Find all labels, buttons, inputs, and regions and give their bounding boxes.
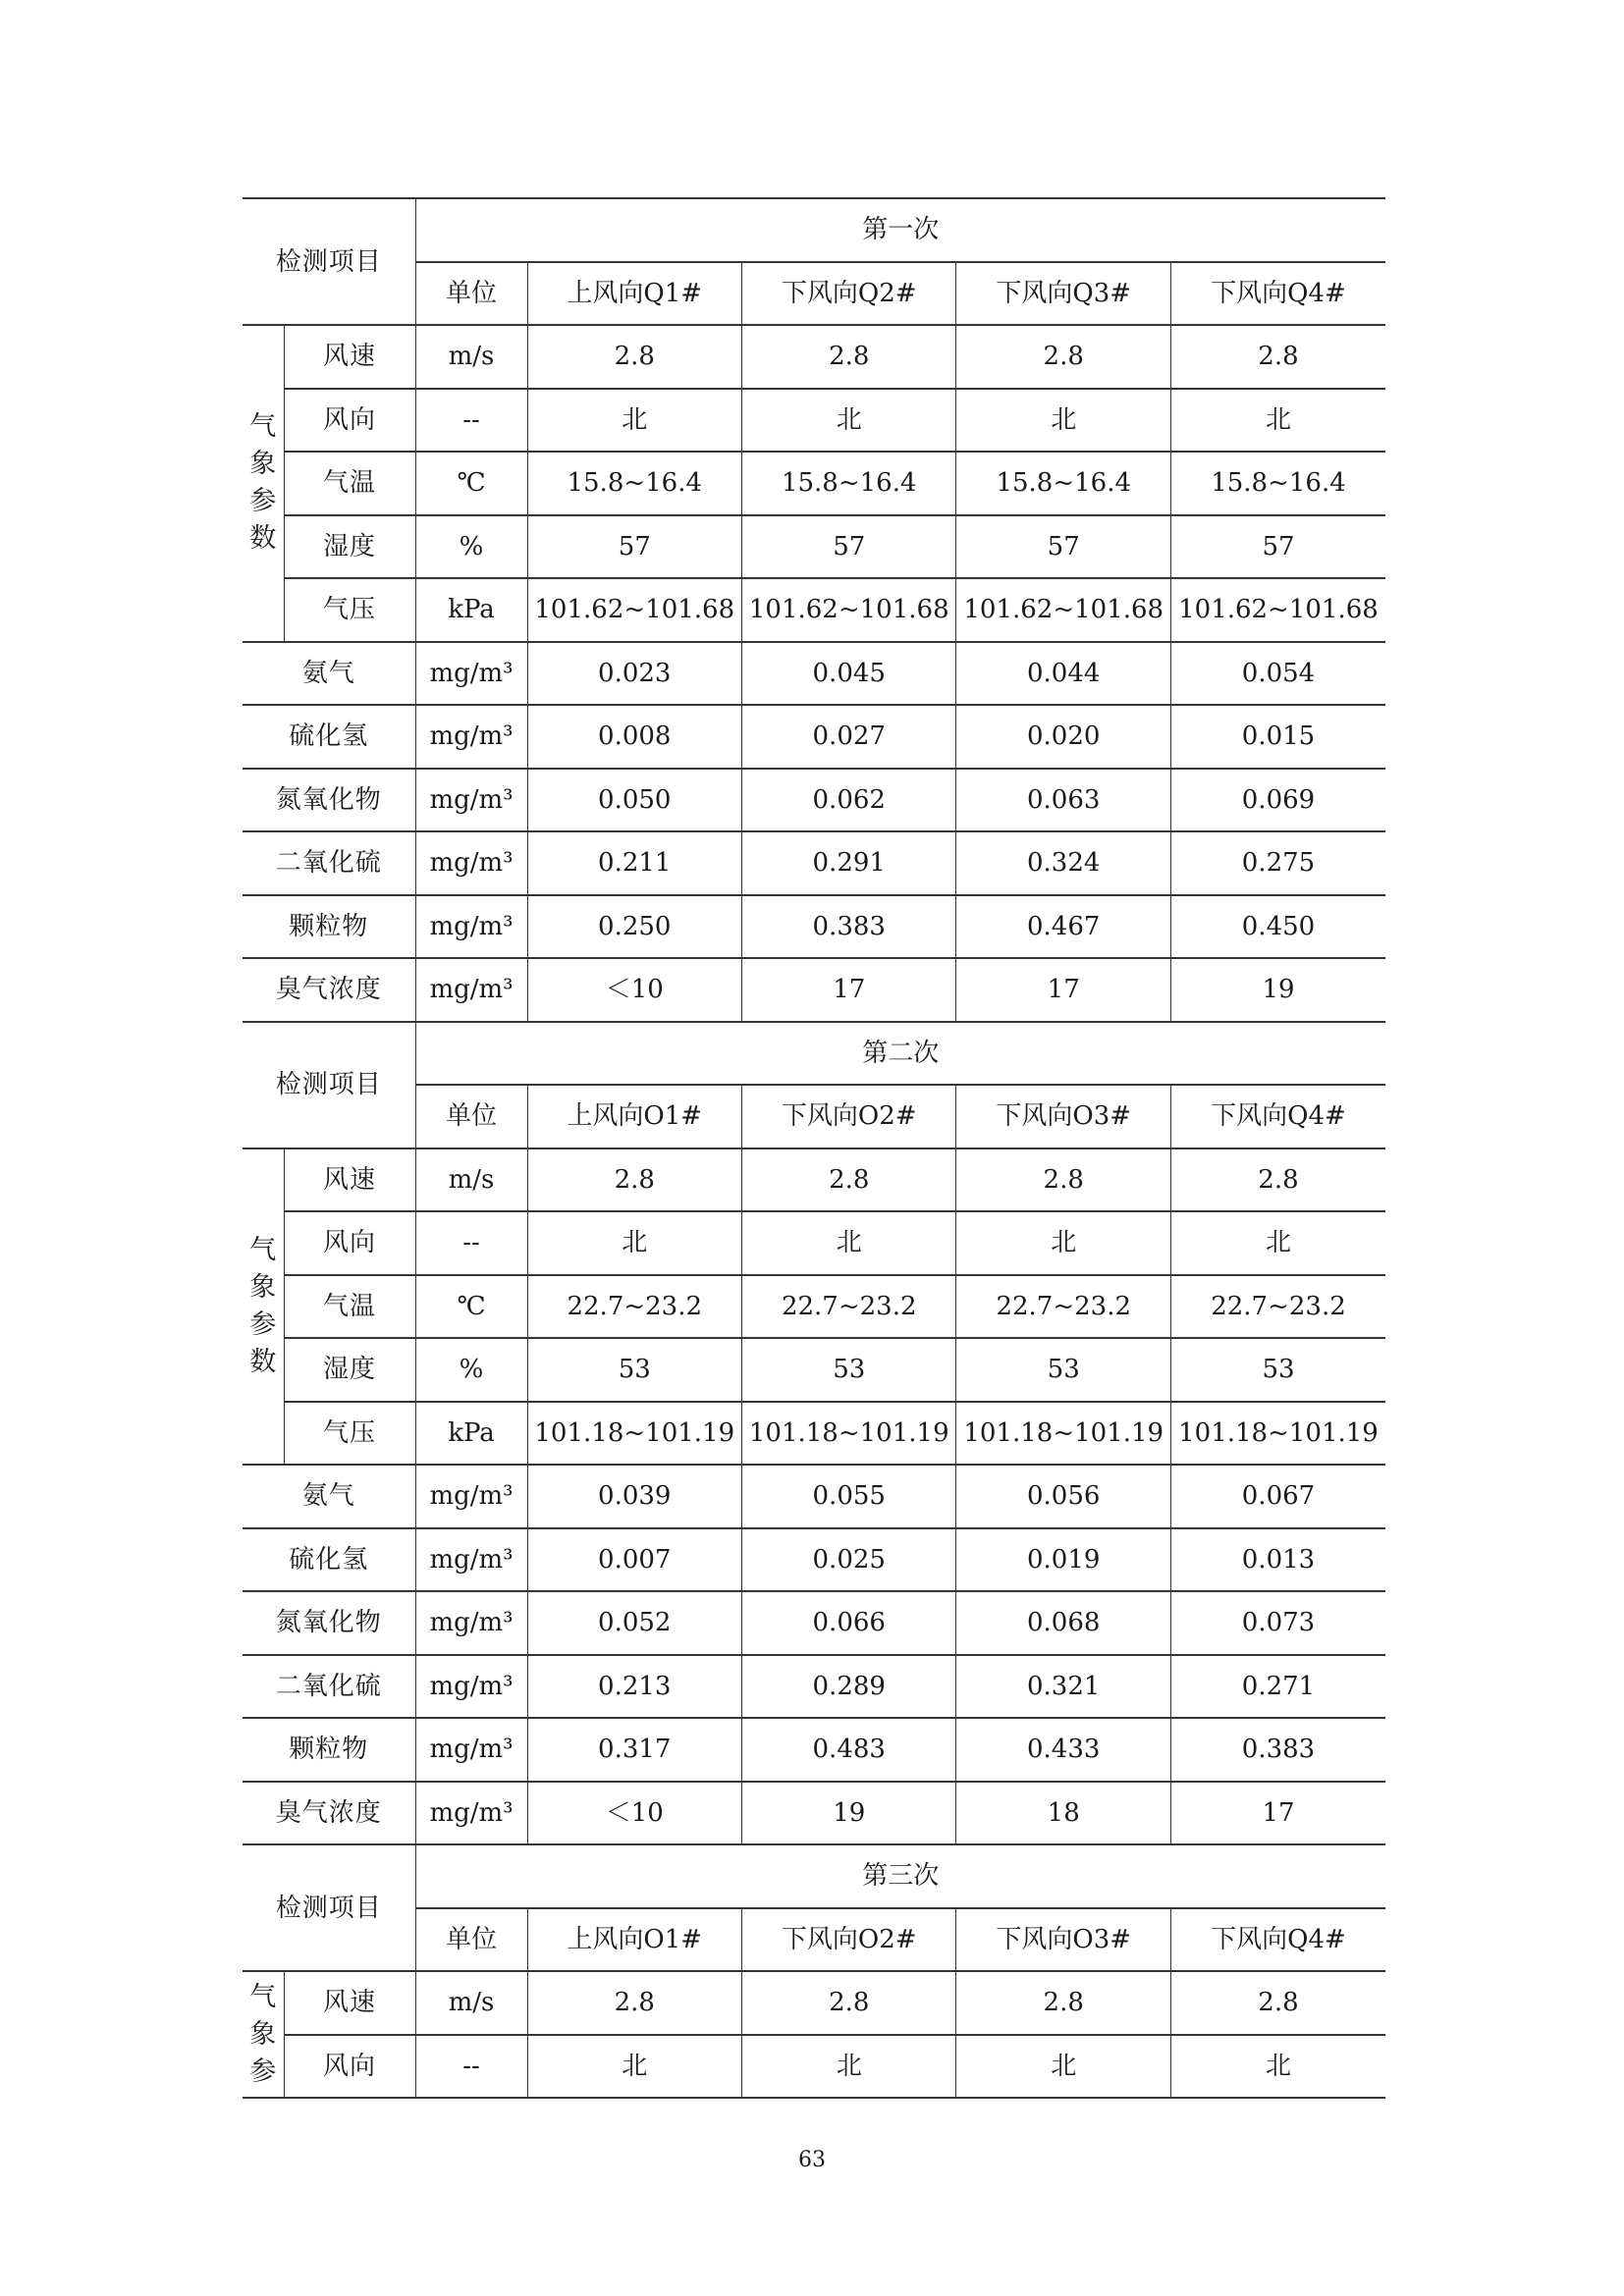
pollutant-name: 二氧化硫: [243, 1655, 415, 1719]
column-header: 下风向Q4#: [1170, 1908, 1385, 1972]
value-cell: 2.8: [742, 1971, 956, 2035]
value-cell: 22.7~23.2: [1170, 1275, 1385, 1339]
met-param-name: 风向: [284, 1211, 415, 1275]
pollutant-name: 氨气: [243, 1465, 415, 1528]
column-header: 下风向Q4#: [1170, 262, 1385, 326]
met-row: [243, 452, 1385, 515]
met-param-name: 风向: [284, 389, 415, 453]
value-cell: 0.068: [956, 1591, 1170, 1655]
value-cell: 101.18~101.19: [1170, 1402, 1385, 1466]
met-row: [243, 1338, 1385, 1402]
page-number: 63: [798, 2148, 826, 2172]
pollutant-row: [243, 1782, 1385, 1845]
unit-cell: mg/m³: [415, 1782, 527, 1845]
met-group-label: 气象参: [243, 1971, 284, 2098]
value-cell: 15.8~16.4: [956, 452, 1170, 515]
value-cell: 北: [527, 2035, 741, 2099]
unit-cell: %: [415, 1338, 527, 1402]
column-header: 下风向Q4#: [1170, 1085, 1385, 1148]
unit-cell: --: [415, 2035, 527, 2099]
unit-cell: --: [415, 1211, 527, 1275]
pollutant-row: [243, 895, 1385, 959]
value-cell: 53: [742, 1338, 956, 1402]
column-header: 上风向O1#: [527, 1085, 741, 1148]
unit-cell: mg/m³: [415, 895, 527, 959]
value-cell: 北: [956, 389, 1170, 453]
unit-cell: %: [415, 515, 527, 579]
value-cell: 2.8: [527, 1148, 741, 1212]
pollutant-row: [243, 831, 1385, 895]
value-cell: 17: [956, 958, 1170, 1022]
met-param-name: 风速: [284, 325, 415, 389]
met-row: [243, 389, 1385, 453]
met-row: [243, 515, 1385, 579]
section-header-row: [243, 198, 1385, 262]
value-cell: 101.62~101.68: [1170, 578, 1385, 642]
value-cell: 0.050: [527, 769, 741, 832]
met-param-name: 气压: [284, 1402, 415, 1466]
pollutant-name: 颗粒物: [243, 1718, 415, 1782]
column-header: 下风向O2#: [742, 1908, 956, 1972]
pollutant-row: [243, 1591, 1385, 1655]
value-cell: 0.213: [527, 1655, 741, 1719]
pollutant-name: 二氧化硫: [243, 831, 415, 895]
value-cell: 0.045: [742, 642, 956, 706]
value-cell: 15.8~16.4: [527, 452, 741, 515]
value-cell: 15.8~16.4: [742, 452, 956, 515]
value-cell: 2.8: [1170, 1148, 1385, 1212]
unit-cell: m/s: [415, 1971, 527, 2035]
met-param-name: 湿度: [284, 515, 415, 579]
value-cell: 0.250: [527, 895, 741, 959]
met-row: [243, 2035, 1385, 2099]
value-cell: 22.7~23.2: [956, 1275, 1170, 1339]
value-cell: 15.8~16.4: [1170, 452, 1385, 515]
met-row: [243, 325, 1385, 389]
value-cell: 北: [527, 389, 741, 453]
value-cell: 0.467: [956, 895, 1170, 959]
value-cell: 0.073: [1170, 1591, 1385, 1655]
column-header: 上风向O1#: [527, 1908, 741, 1972]
value-cell: 0.020: [956, 705, 1170, 769]
met-param-name: 风速: [284, 1971, 415, 2035]
unit-header: 单位: [415, 262, 527, 326]
value-cell: 2.8: [527, 1971, 741, 2035]
value-cell: 0.019: [956, 1528, 1170, 1592]
value-cell: ＜10: [527, 958, 741, 1022]
value-cell: 53: [1170, 1338, 1385, 1402]
value-cell: 北: [742, 389, 956, 453]
value-cell: 17: [1170, 1782, 1385, 1845]
value-cell: 0.025: [742, 1528, 956, 1592]
pollutant-name: 硫化氢: [243, 705, 415, 769]
value-cell: 0.044: [956, 642, 1170, 706]
value-cell: 0.066: [742, 1591, 956, 1655]
value-cell: 0.052: [527, 1591, 741, 1655]
value-cell: 101.62~101.68: [527, 578, 741, 642]
value-cell: 0.067: [1170, 1465, 1385, 1528]
value-cell: 2.8: [1170, 325, 1385, 389]
value-cell: 17: [742, 958, 956, 1022]
unit-cell: mg/m³: [415, 1655, 527, 1719]
value-cell: 101.62~101.68: [956, 578, 1170, 642]
pollutant-name: 颗粒物: [243, 895, 415, 959]
met-group-label: 气象参数: [243, 1148, 284, 1466]
column-header: 上风向Q1#: [527, 262, 741, 326]
met-param-name: 风向: [284, 2035, 415, 2099]
value-cell: 0.291: [742, 831, 956, 895]
pollutant-name: 氮氧化物: [243, 1591, 415, 1655]
unit-cell: mg/m³: [415, 1718, 527, 1782]
value-cell: 0.069: [1170, 769, 1385, 832]
value-cell: 北: [527, 1211, 741, 1275]
value-cell: 0.450: [1170, 895, 1385, 959]
value-cell: 0.007: [527, 1528, 741, 1592]
value-cell: 2.8: [742, 1148, 956, 1212]
unit-cell: mg/m³: [415, 958, 527, 1022]
column-header: 下风向O3#: [956, 1908, 1170, 1972]
value-cell: 0.271: [1170, 1655, 1385, 1719]
item-label: 检测项目: [243, 198, 415, 325]
section-title: 第三次: [415, 1844, 1385, 1908]
value-cell: 2.8: [1170, 1971, 1385, 2035]
value-cell: 0.383: [742, 895, 956, 959]
value-cell: 101.18~101.19: [527, 1402, 741, 1466]
unit-cell: mg/m³: [415, 769, 527, 832]
met-param-name: 风速: [284, 1148, 415, 1212]
value-cell: 19: [742, 1782, 956, 1845]
value-cell: 57: [956, 515, 1170, 579]
value-cell: ＜10: [527, 1782, 741, 1845]
section-title: 第二次: [415, 1022, 1385, 1086]
value-cell: 0.317: [527, 1718, 741, 1782]
unit-cell: mg/m³: [415, 1465, 527, 1528]
value-cell: 0.056: [956, 1465, 1170, 1528]
value-cell: 0.211: [527, 831, 741, 895]
met-row: [243, 1211, 1385, 1275]
pollutant-name: 氨气: [243, 642, 415, 706]
value-cell: 0.275: [1170, 831, 1385, 895]
pollutant-name: 臭气浓度: [243, 958, 415, 1022]
met-row: [243, 1971, 1385, 2035]
unit-cell: --: [415, 389, 527, 453]
value-cell: 北: [742, 1211, 956, 1275]
pollutant-name: 硫化氢: [243, 1528, 415, 1592]
unit-cell: mg/m³: [415, 1591, 527, 1655]
section-header-row: [243, 1022, 1385, 1086]
value-cell: 0.013: [1170, 1528, 1385, 1592]
value-cell: 0.054: [1170, 642, 1385, 706]
pollutant-name: 臭气浓度: [243, 1782, 415, 1845]
value-cell: 2.8: [956, 325, 1170, 389]
value-cell: 53: [527, 1338, 741, 1402]
value-cell: 0.062: [742, 769, 956, 832]
value-cell: 57: [1170, 515, 1385, 579]
value-cell: 2.8: [742, 325, 956, 389]
unit-cell: m/s: [415, 1148, 527, 1212]
value-cell: 0.324: [956, 831, 1170, 895]
value-cell: 22.7~23.2: [527, 1275, 741, 1339]
value-cell: 0.289: [742, 1655, 956, 1719]
pollutant-row: [243, 958, 1385, 1022]
section-title: 第一次: [415, 198, 1385, 262]
pollutant-row: [243, 1655, 1385, 1719]
value-cell: 19: [1170, 958, 1385, 1022]
pollutant-row: [243, 769, 1385, 832]
unit-cell: mg/m³: [415, 705, 527, 769]
value-cell: 57: [742, 515, 956, 579]
met-param-name: 气温: [284, 1275, 415, 1339]
unit-cell: ℃: [415, 452, 527, 515]
value-cell: 101.18~101.19: [956, 1402, 1170, 1466]
value-cell: 0.015: [1170, 705, 1385, 769]
value-cell: 0.433: [956, 1718, 1170, 1782]
unit-cell: m/s: [415, 325, 527, 389]
value-cell: 101.62~101.68: [742, 578, 956, 642]
value-cell: 0.023: [527, 642, 741, 706]
value-cell: 北: [1170, 2035, 1385, 2099]
met-group-label: 气象参数: [243, 325, 284, 642]
value-cell: 0.027: [742, 705, 956, 769]
pollutant-row: [243, 1465, 1385, 1528]
pollutant-row: [243, 1718, 1385, 1782]
value-cell: 53: [956, 1338, 1170, 1402]
unit-cell: ℃: [415, 1275, 527, 1339]
column-header: 下风向Q2#: [742, 262, 956, 326]
value-cell: 101.18~101.19: [742, 1402, 956, 1466]
value-cell: 北: [956, 2035, 1170, 2099]
pollutant-name: 氮氧化物: [243, 769, 415, 832]
value-cell: 22.7~23.2: [742, 1275, 956, 1339]
value-cell: 0.063: [956, 769, 1170, 832]
met-row: [243, 1275, 1385, 1339]
met-param-name: 湿度: [284, 1338, 415, 1402]
value-cell: 18: [956, 1782, 1170, 1845]
met-row: [243, 578, 1385, 642]
met-row: [243, 1402, 1385, 1466]
monitoring-table: [243, 197, 1385, 2099]
met-param-name: 气温: [284, 452, 415, 515]
unit-cell: mg/m³: [415, 831, 527, 895]
pollutant-row: [243, 642, 1385, 706]
value-cell: 0.483: [742, 1718, 956, 1782]
item-label: 检测项目: [243, 1022, 415, 1148]
unit-header: 单位: [415, 1085, 527, 1148]
value-cell: 0.055: [742, 1465, 956, 1528]
value-cell: 2.8: [527, 325, 741, 389]
value-cell: 0.321: [956, 1655, 1170, 1719]
value-cell: 北: [1170, 389, 1385, 453]
unit-header: 单位: [415, 1908, 527, 1972]
value-cell: 0.039: [527, 1465, 741, 1528]
unit-cell: kPa: [415, 1402, 527, 1466]
value-cell: 0.383: [1170, 1718, 1385, 1782]
met-row: [243, 1148, 1385, 1212]
section-header-row: [243, 1844, 1385, 1908]
column-header: 下风向O3#: [956, 1085, 1170, 1148]
unit-cell: mg/m³: [415, 642, 527, 706]
value-cell: 2.8: [956, 1971, 1170, 2035]
pollutant-row: [243, 705, 1385, 769]
column-header: 下风向O2#: [742, 1085, 956, 1148]
met-param-name: 气压: [284, 578, 415, 642]
column-header: 下风向Q3#: [956, 262, 1170, 326]
value-cell: 57: [527, 515, 741, 579]
value-cell: 北: [742, 2035, 956, 2099]
value-cell: 0.008: [527, 705, 741, 769]
pollutant-row: [243, 1528, 1385, 1592]
unit-cell: mg/m³: [415, 1528, 527, 1592]
value-cell: 北: [1170, 1211, 1385, 1275]
value-cell: 北: [956, 1211, 1170, 1275]
item-label: 检测项目: [243, 1844, 415, 1971]
value-cell: 2.8: [956, 1148, 1170, 1212]
unit-cell: kPa: [415, 578, 527, 642]
